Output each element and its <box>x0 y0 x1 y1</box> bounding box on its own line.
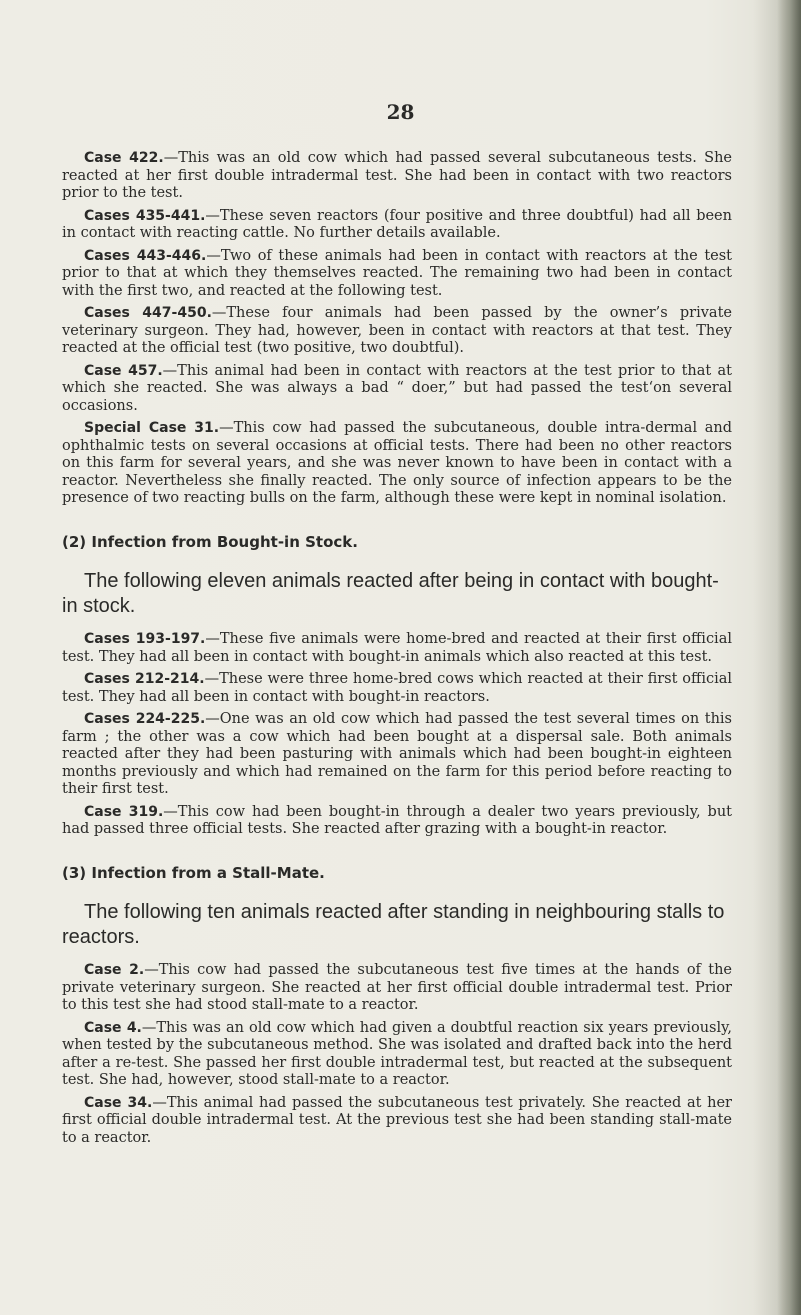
case-lead: Case 4. <box>84 1019 142 1036</box>
case-paragraph <box>62 671 732 706</box>
case-lead: Cases 212-214. <box>84 671 205 687</box>
case-text: —This cow had passed the subcutaneous, double intra-dermal and ophthalmic tests on several occasions at official tests. There had been no other reactors on this farm for several years, and she was never known to have been in contact with a reactor. Nevertheless she finally reacted. The only source of infection appears to be the presence of two reacting bulls on the farm, although these were kept in nominal isolation. <box>62 420 732 506</box>
case-text: —This cow had been bought-in through a dealer two years previously, but had passed three official tests. She reacted after grazing with a bought-in reactor. <box>62 803 733 837</box>
page-number: 28 <box>386 100 415 124</box>
case-paragraph <box>62 305 732 358</box>
section-intro: The following ten animals reacted after standing in neighbouring stalls to reactors. <box>62 901 725 948</box>
section-3-stall-mate <box>62 865 732 1148</box>
case-paragraph <box>62 711 732 799</box>
case-paragraph <box>62 804 732 839</box>
case-text: —This cow had passed the subcutaneous test five times at the hands of the private veterinary surgeon. She reacted at her first official double intradermal test. Prior to this test she had stood stall-mate to a reactor. <box>62 962 733 1013</box>
case-lead: Case 457. <box>84 362 163 379</box>
case-paragraph <box>62 420 732 508</box>
section-2-bought-in-stock <box>62 534 732 839</box>
case-lead: Case 2. <box>84 962 145 978</box>
case-lead: Case 34. <box>84 1094 153 1111</box>
case-paragraph <box>62 1095 732 1148</box>
case-lead: Cases 447-450. <box>84 305 212 321</box>
case-paragraph <box>62 248 732 301</box>
case-text: —This animal had passed the subcutaneous test privately. She reacted at her first official double intradermal test. At the previous test she had been standing stall-mate to a reactor. <box>62 1094 732 1146</box>
case-lead: Case 422. <box>84 150 164 166</box>
case-lead: Cases 435-441. <box>84 207 206 224</box>
case-text: —These were three home-bred cows which reacted at their first official test. They had all been in contact with bought-in reactors. <box>62 671 732 705</box>
case-paragraph <box>62 363 732 416</box>
case-paragraph <box>62 150 732 203</box>
page-body <box>62 150 732 1152</box>
case-paragraph <box>62 962 732 1015</box>
case-paragraph <box>62 208 732 243</box>
case-text: —One was an old cow which had passed the test several times on this farm ; the other was a cow which had been bought at a dispersal sale. Both animals reacted after they had been pasturing with animals which had been bought-in eighteen months previously and which had remained on the farm for this period before reacting to their first test. <box>62 711 732 797</box>
case-lead: Cases 224-225. <box>84 711 206 727</box>
case-lead: Cases 193-197. <box>84 631 206 647</box>
case-paragraph <box>62 1020 732 1090</box>
case-text: —Two of these animals had been in contact with reactors at the test prior to that at which they themselves reacted. The remaining two had been in contact with the first two, and reacted at the following test. <box>62 247 732 299</box>
section-intro: The following eleven animals reacted after being in contact with bought-in stock. <box>62 570 719 617</box>
section-1-cases <box>62 150 732 508</box>
case-text: —This animal had been in contact with reactors at the test prior to that at which she reacted. She was always a bad “ doer,” but had passed the test‘on several occasions. <box>62 362 733 414</box>
case-paragraph <box>62 631 732 666</box>
case-lead: Cases 443-446. <box>84 247 207 264</box>
section-heading: (3) Infection from a Stall-Mate. <box>62 863 325 882</box>
section-heading: (2) Infection from Bought-in Stock. <box>62 532 358 551</box>
case-lead: Special Case 31. <box>84 420 220 436</box>
page-edge-shadow <box>777 0 801 1315</box>
case-lead: Case 319. <box>84 803 164 820</box>
case-text: —These five animals were home-bred and reacted at their first official test. They had all been in contact with bought-in animals which also reacted at this test. <box>62 631 732 665</box>
case-text: —These seven reactors (four positive and three doubtful) had all been in contact with reacting cattle. No further details available. <box>62 207 732 241</box>
case-text: —This was an old cow which had passed several subcutaneous tests. She reacted at her first double intradermal test. She had been in contact with two reactors prior to the test. <box>62 150 732 201</box>
case-text: —This was an old cow which had given a doubtful reaction six years previously, when tested by the subcutaneous method. She was isolated and drafted back into the herd after a re-test. She passed her first double intradermal test, but reacted at the subsequent test. She had, however, stood stall-mate to a reactor. <box>62 1019 733 1088</box>
case-text: —These four animals had been passed by the owner’s private veterinary surgeon. They had, however, been in contact with reactors at that test. They reacted at the official test (two positive, two doubtful). <box>62 305 732 356</box>
